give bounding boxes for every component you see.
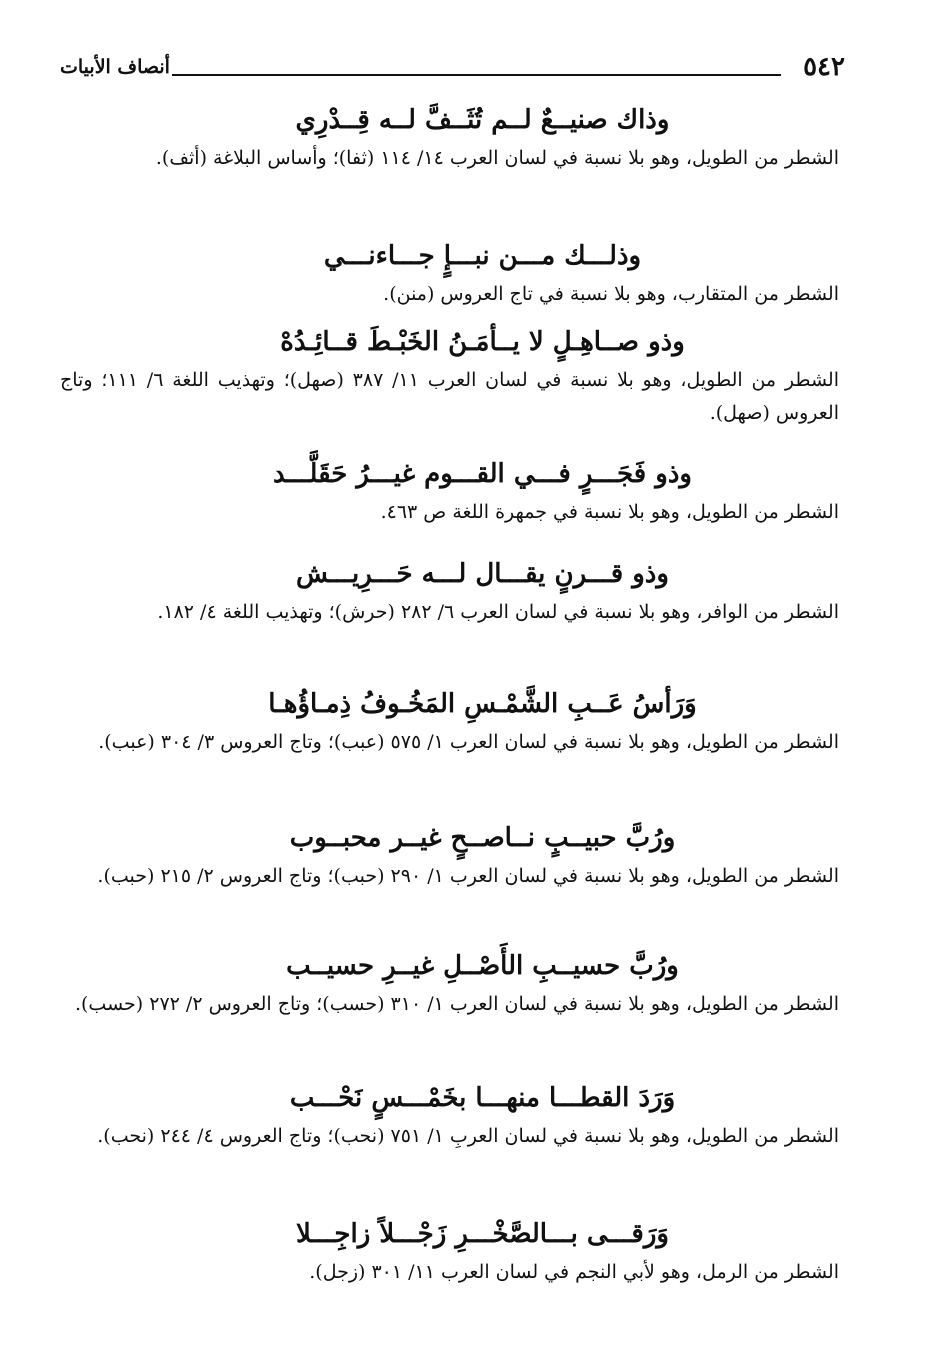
verse-line: ورُبَّ حبيــبٍ نــاصــحٍ غيــر محبــوب — [289, 823, 676, 853]
entry — [60, 1214, 845, 1289]
verse-line: وذو صــاهِـلٍ لا يــأمَـنُ الخَبْـطَ قــائِـدُهْ — [280, 327, 685, 357]
citation-note: الشطر من الطويل، وهو بلا نسبة في لسان العرب ١١/ ٣٨٧ (صهل)؛ وتهذيب اللغة ٦/ ١١١؛ وتاج العروس (صهل). — [60, 369, 839, 424]
citation-note: الشطر من الطويل، وهو بلا نسبة في لسان العربِ ١/ ٧٥١ (نحب)؛ وتاج العروس ٤/ ٢٤٤ (نحب). — [97, 1125, 839, 1147]
entry — [60, 818, 845, 893]
entry — [60, 236, 845, 311]
citation-note: الشطر من الطويل، وهو بلا نسبة في لسان العرب ١٤/ ١١٤ (ثفا)؛ وأساس البلاغة (أثف). — [155, 147, 839, 169]
entry — [60, 554, 845, 629]
verse-line: وذاك صنيــعٌ لــم تُثَــفَّ لــه قِــدْرِي — [295, 105, 670, 135]
citation-note: الشطر من الرمل، وهو لأبي النجم في لسان العرب ١١/ ٣٠١ (زجل). — [309, 1261, 839, 1283]
citation-note: الشطر من المتقارب، وهو بلا نسبة في تاج العروس (منن). — [383, 283, 839, 305]
verse-line: وذو قـــرنٍ يقـــال لـــه حَـــرِيـــش — [296, 559, 669, 589]
verse-line: وَرَأسُ عَــبِ الشَّمْـسِ المَخُـوفُ ذِمـاؤُهـا — [268, 689, 697, 719]
citation-note: الشطر من الطويل، وهو بلا نسبة في جمهرة اللغة ص ٤٦٣. — [380, 501, 839, 523]
verse-line: وَرَقـــى بـــالصَّخْـــرِ زَجْـــلاً زاجِـــلا — [296, 1219, 669, 1249]
citation-note: الشطر من الطويل، وهو بلا نسبة في لسان العرب ١/ ٥٧٥ (عبب)؛ وتاج العروس ٣/ ٣٠٤ (عبب). — [98, 731, 839, 753]
running-title: أنصاف الأبيات — [60, 56, 170, 78]
verse-line: وذلـــك مـــن نبـــإٍ جـــاءنـــي — [323, 241, 642, 271]
citation-note: الشطر من الوافر، وهو بلا نسبة في لسان العرب ٦/ ٢٨٢ (حرش)؛ وتهذيب اللغة ٤/ ١٨٢. — [157, 601, 839, 623]
page-number: ٥٤٢ — [803, 52, 845, 82]
citation-note: الشطر من الطويل، وهو بلا نسبة في لسان العرب ١/ ٣١٠ (حسب)؛ وتاج العروس ٢/ ٢٧٢ (حسب). — [74, 993, 839, 1015]
citation-note: الشطر من الطويل، وهو بلا نسبة في لسان العرب ١/ ٢٩٠ (حبب)؛ وتاج العروس ٢/ ٢١٥ (حبب). — [97, 865, 839, 887]
verse-line: وَرَدَ القطـــا منهـــا بخَمْـــسٍ نَحْـــب — [289, 1083, 676, 1113]
verse-line: وذو فَجَـــرٍ فـــي القـــوم غيـــرُ حَقَلَّـــد — [273, 459, 692, 489]
entry — [60, 946, 845, 1021]
entry — [60, 322, 845, 430]
entry — [60, 684, 845, 759]
verse-line: ورُبَّ حسيــبِ الأَصْــلِ غيــرِ حسيــب — [286, 951, 679, 981]
entry — [60, 1078, 845, 1153]
entry — [60, 454, 845, 529]
entry — [60, 100, 845, 175]
